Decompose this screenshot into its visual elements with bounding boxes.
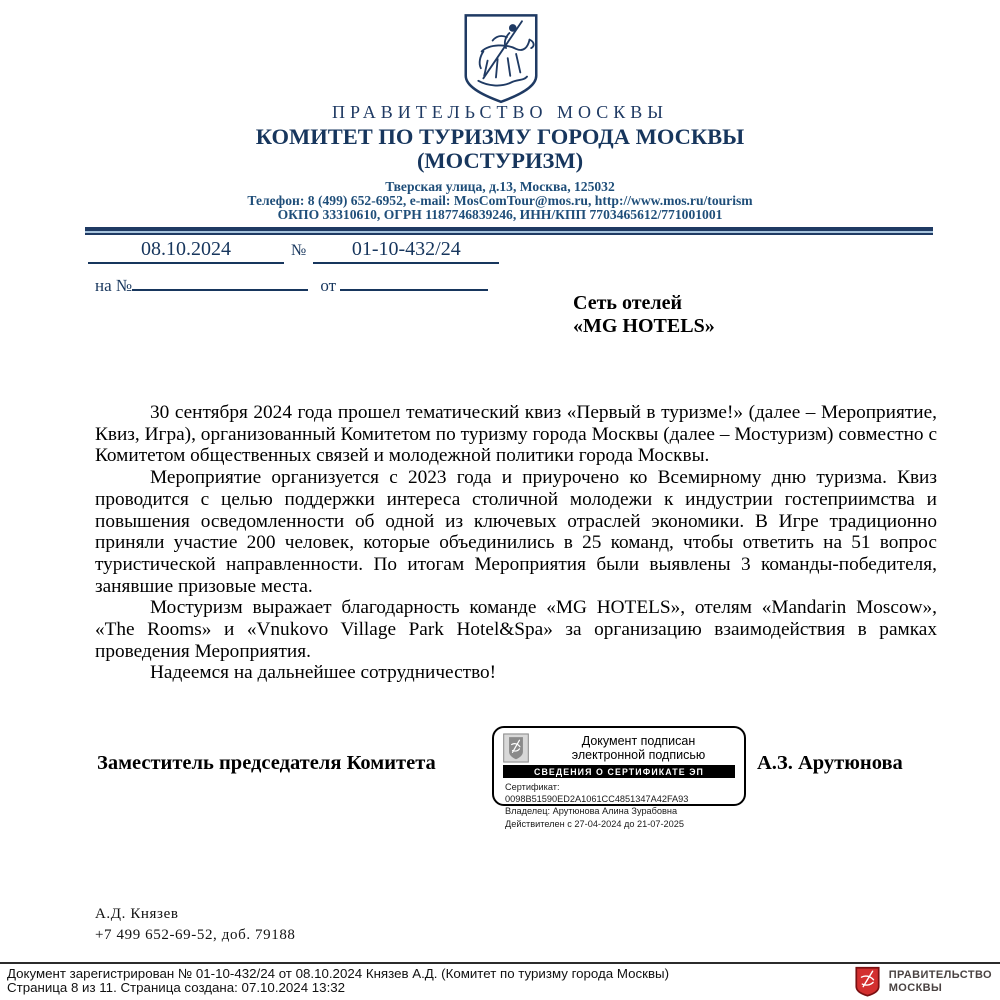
stamp-certificate-bar: СВЕДЕНИЯ О СЕРТИФИКАТЕ ЭП: [503, 765, 735, 778]
committee-title-line2: (МОСТУРИЗМ): [416, 148, 584, 173]
letterhead-registration-codes: ОКПО 33310610, ОГРН 1187746839246, ИНН/КПП 7703465612/771001001: [277, 207, 723, 222]
outgoing-date-field: [88, 238, 284, 264]
outgoing-date: 08.10.2024: [141, 238, 231, 260]
footer-registration-line: Документ зарегистрирован № 01-10-432/24 от 08.10.2024 Князев А.Д. (Комитет по туризму города Москвы): [7, 966, 670, 981]
footer-logo-text: [889, 969, 992, 994]
stamp-title-line2: электронной подписью: [571, 748, 706, 762]
recipient-line2: «MG HOTELS»: [573, 314, 715, 337]
moscow-government-logo: [854, 966, 992, 997]
executor-phone: +7 499 652-69-52, доб. 79188: [95, 927, 296, 943]
letterhead-contacts: [0, 180, 1000, 222]
letterhead-divider-rule: [85, 227, 933, 235]
executor-block: [95, 904, 296, 946]
outgoing-number-field: [313, 238, 499, 264]
moscow-coat-of-arms-icon: [455, 12, 547, 106]
reply-date-label: от: [320, 276, 337, 295]
reply-reference-line: [95, 274, 488, 296]
outgoing-reference-line: [88, 238, 499, 264]
body-paragraph-3: Мостуризм выражает благодарность команде «MG HOTELS», отелям «Mandarin Moscow», «The Rooms» и «Vnukovo Village Park Hotel&Spa» за организацию взаимодействия в рамках проведения Мероприятия.: [95, 597, 937, 662]
body-paragraph-4: Надеемся на дальнейшее сотрудничество!: [150, 662, 497, 684]
recipient-line1: Сеть отелей: [573, 292, 683, 314]
reply-number-label: на №: [95, 276, 133, 295]
stamp-title: [543, 734, 734, 762]
moscow-shield-icon: [854, 966, 881, 997]
stamp-owner: Владелец: Арутюнова Алина Зурабовна: [505, 806, 678, 817]
letterhead-address: Тверская улица, д.13, Москва, 125032: [385, 179, 615, 194]
stamp-certificate-number: Сертификат: 0098B51590ED2A1061CC4851347A42FA93: [505, 782, 689, 805]
stamp-title-line1: Документ подписан: [581, 734, 696, 748]
signer-name: А.З. Арутюнова: [757, 752, 903, 774]
electronic-signature-stamp: [492, 726, 746, 829]
recipient-block: [573, 292, 715, 337]
footer-logo-line2: МОСКВЫ: [888, 981, 943, 994]
body-paragraph-1: 30 сентября 2024 года прошел тематический квиз «Первый в туризме!» (далее – Мероприятие, Квиз, Игра), организованный Комитетом по туризму города Москвы (далее – Мостуризм) совместно с Комитетом общественных связей и молодежной политики города Москвы.: [95, 402, 937, 467]
reply-date-blank: [340, 274, 488, 291]
executor-name: А.Д. Князев: [95, 906, 179, 922]
letterhead-phone-email: Телефон: 8 (499) 652-6952, e-mail: MosComTour@mos.ru, http://www.mos.ru/tourism: [247, 193, 753, 208]
stamp-details: [494, 780, 744, 831]
footer-registration-text: [7, 967, 669, 995]
footer-page-info-line: Страница 8 из 11. Страница создана: 07.10.2024 13:32: [7, 980, 346, 995]
committee-title-line1: КОМИТЕТ ПО ТУРИЗМУ ГОРОДА МОСКВЫ: [255, 124, 745, 149]
stamp-coat-of-arms-icon: [503, 733, 529, 763]
committee-title: [0, 125, 1000, 173]
reply-number-blank: [132, 274, 308, 291]
registration-footer: [0, 962, 1000, 1000]
government-title: ПРАВИТЕЛЬСТВО МОСКВЫ: [331, 102, 668, 122]
stamp-validity: Действителен с 27-04-2024 до 21-07-2025: [505, 818, 684, 829]
stamp-header: [494, 728, 744, 764]
body-paragraph-2: Мероприятие организуется с 2023 года и приурочено ко Всемирному дню туризма. Квиз проводится с целью поддержки интереса столичной молодежи к индустрии гостеприимства и повышения осведомленности об одной из ключевых отраслей экономики. В Игре традиционно приняли участие 200 человек, которые объединились в 25 команд, чтобы ответить на 51 вопрос туристической направленности. По итогам Мероприятия были выявлены 3 команды-победителя, занявшие призовые места.: [95, 467, 937, 597]
outgoing-number: 01-10-432/24: [351, 238, 461, 260]
signature-row: [0, 726, 1000, 829]
signer-position: Заместитель председателя Комитета: [97, 752, 436, 774]
number-sign: №: [291, 242, 307, 259]
letter-body: [95, 402, 937, 684]
footer-logo-line1: ПРАВИТЕЛЬСТВО: [888, 969, 992, 981]
